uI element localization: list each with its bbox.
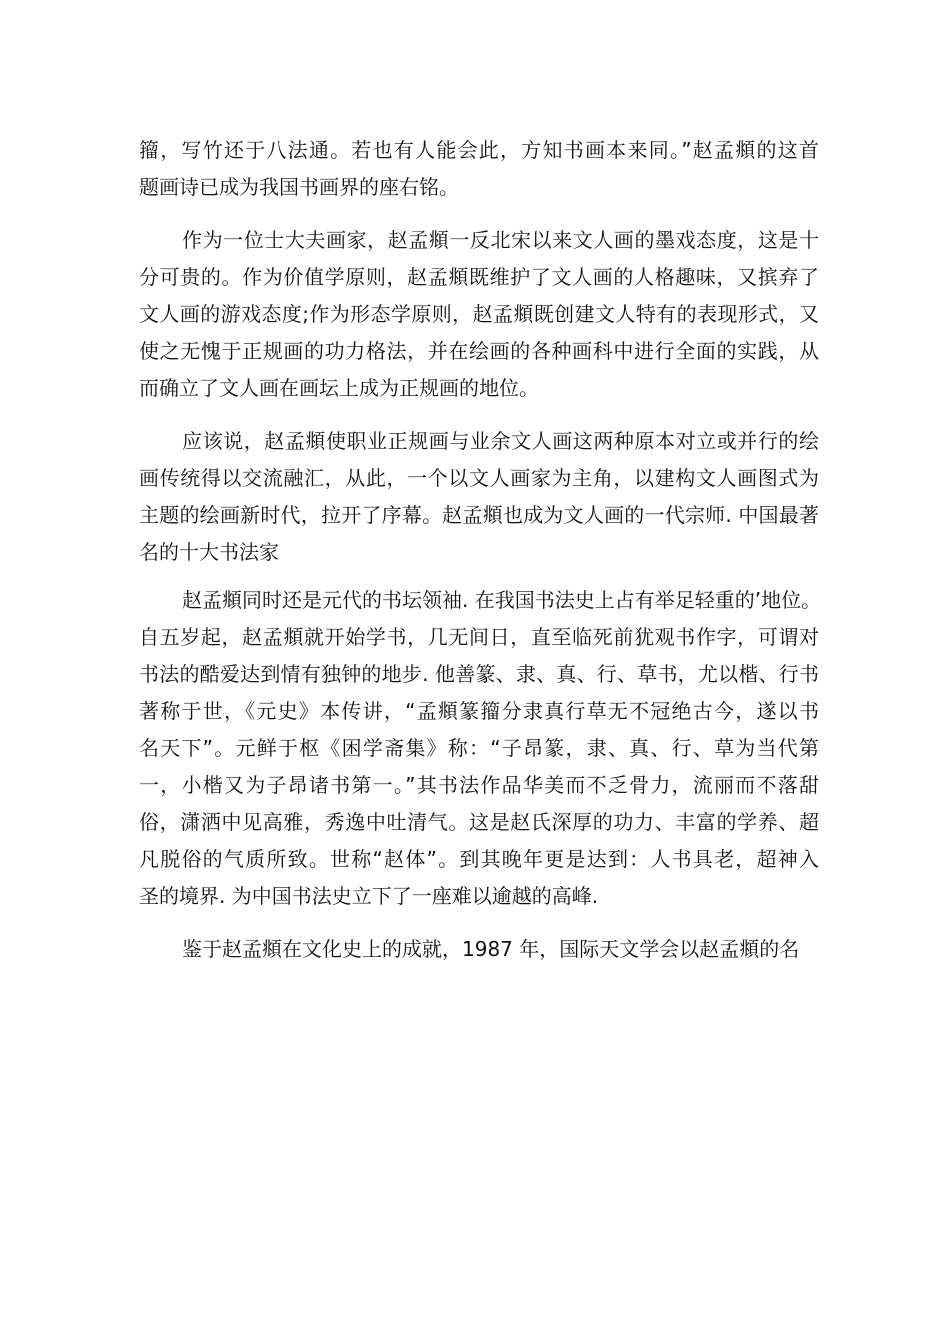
text-line: 籀，写竹还于八法通。若也有人能会此，方知书画本来同。”赵孟頫的这首 [139, 138, 819, 162]
text-line: 自五岁起，赵孟頫就开始学书，几无间日，直至临死前犹观书作字，可谓对 [139, 625, 819, 649]
text-line: 画传统得以交流融汇，从此，一个以文人画家为主角，以建构文人画图式为 [139, 466, 819, 490]
text-line: 作为一位士大夫画家，赵孟頫一反北宋以来文人画的墨戏态度，这是十 [182, 228, 819, 252]
paragraph-4 [139, 582, 822, 915]
text-line: 赵孟頫同时还是元代的书坛领袖. 在我国书法史上占有举足轻重的’地位。 [182, 588, 822, 612]
text-line: 使之无愧于正规画的功力格法，并在绘画的各种画科中进行全面的实践，从 [139, 339, 819, 363]
text-line: 应该说，赵孟頫使职业正规画与业余文人画这两种原本对立或并行的绘 [182, 429, 819, 453]
paragraph-3 [139, 423, 819, 571]
text-line: 而确立了文人画在画坛上成为正规画的地位。 [139, 376, 539, 400]
body-text [139, 132, 822, 968]
text-line: 分可贵的。作为价值学原则，赵孟頫既维护了文人画的人格趣味，又摈弃了 [139, 265, 819, 289]
text-line: 圣的境界. 为中国书法史立下了一座难以逾越的高峰. [139, 884, 599, 908]
text-line: 鉴于赵孟頫在文化史上的成就，1987 年，国际天文学会以赵孟頫的名 [182, 937, 800, 961]
text-line: 题画诗已成为我国书画界的座右铭。 [139, 175, 459, 199]
text-line: 一，小楷又为子昂诸书第一。”其书法作品华美而不乏骨力，流丽而不落甜 [139, 773, 819, 797]
paragraph-2 [139, 222, 819, 407]
paragraph-1 [139, 132, 819, 206]
text-line: 主题的绘画新时代，拉开了序幕。赵孟頫也成为文人画的一代宗师. 中国最著 [139, 503, 819, 527]
text-line: 书法的酷爱达到情有独钟的地步. 他善篆、隶、真、行、草书，尤以楷、行书 [139, 662, 819, 686]
text-line: 俗，潇洒中见高雅，秀逸中吐清气。这是赵氏深厚的功力、丰富的学养、超 [139, 810, 819, 834]
text-line: 名的十大书法家 [139, 540, 279, 564]
text-line: 凡脱俗的气质所致。世称“赵体”。到其晚年更是达到：人书具老，超神入 [139, 847, 819, 871]
paragraph-5 [139, 931, 819, 968]
text-line: 著称于世，《元史》本传讲，“孟頫篆籀分隶真行草无不冠绝古今，遂以书 [139, 699, 819, 723]
text-line: 文人画的游戏态度;作为形态学原则，赵孟頫既创建文人特有的表现形式，又 [139, 302, 819, 326]
text-line: 名天下”。元鲜于枢《困学斋集》称：“子昂篆，隶、真、行、草为当代第 [139, 736, 819, 760]
